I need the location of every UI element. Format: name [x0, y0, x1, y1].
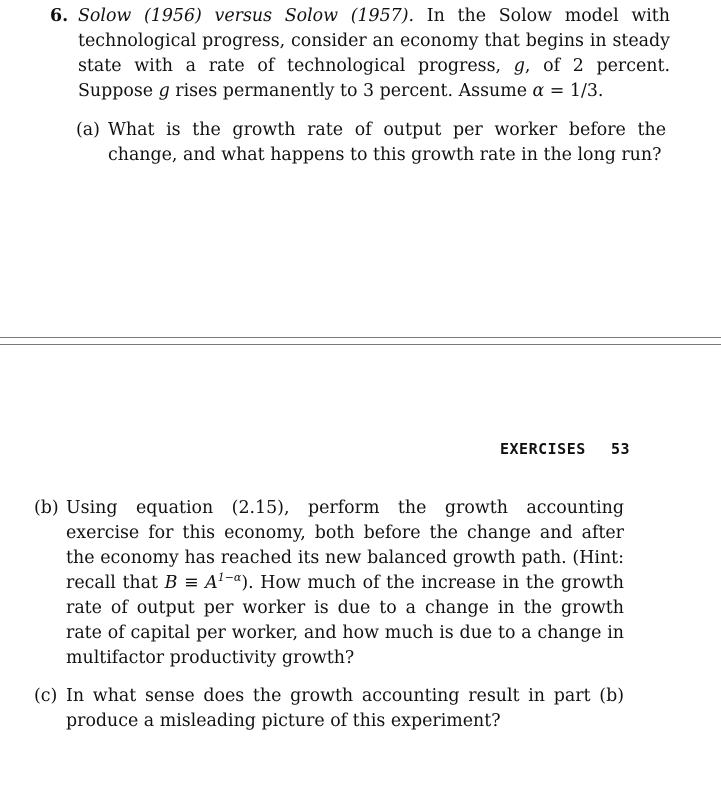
alpha-value: = 1/3. — [544, 81, 604, 101]
part-b-text-after: ). How much of the increase in the growth rate of output per worker is due to a change in the growth rate of capital per worker, and how much is due to a change in multifactor productivity growth? — [66, 573, 624, 668]
running-head-title: EXERCISES — [500, 440, 586, 458]
part-c-label: (c) — [34, 686, 58, 706]
problem-statement — [78, 4, 670, 104]
part-c-text: In what sense does the growth accounting result in part (b) produce a misleading picture of this experiment? — [66, 686, 624, 731]
part-b-text-before: Using equation (2.15), perform the growth accounting exercise for this economy, both before the change and after the economy has reached its new balanced growth path. (Hint: recall that — [66, 498, 624, 593]
problem-6 — [50, 4, 670, 104]
page-divider-bottom — [0, 344, 721, 345]
part-b-text — [66, 496, 624, 671]
part-c — [34, 684, 624, 734]
B-symbol: B — [164, 573, 178, 593]
part-b — [34, 496, 624, 671]
page-number: 53 — [610, 440, 630, 458]
part-a-label: (a) — [76, 120, 100, 140]
equiv-symbol: ≡ — [177, 573, 206, 593]
exponent: 1−α — [217, 571, 242, 585]
g-symbol-2: g — [158, 81, 170, 101]
part-b-label: (b) — [34, 498, 59, 518]
A-symbol: A — [205, 573, 218, 593]
problem-intro-end: rises permanently to 3 percent. Assume — [169, 81, 533, 101]
part-a — [76, 118, 666, 168]
problem-title: Solow (1956) versus Solow (1957). — [78, 6, 415, 26]
problem-intro-mid: , of 2 percent. Suppose — [78, 56, 670, 101]
page-divider-top — [0, 337, 721, 338]
running-head — [500, 440, 630, 458]
g-symbol: g — [513, 56, 525, 76]
problem-intro-rest: In the Solow model with technological progress, consider an economy that begins in steady state with a rate of technological progress, — [78, 6, 670, 76]
alpha-symbol: α — [532, 81, 545, 101]
page-top — [0, 0, 721, 338]
part-a-text: What is the growth rate of output per worker before the change, and what happens to this growth rate in the long run? — [108, 120, 666, 165]
problem-number: 6. — [50, 6, 69, 26]
